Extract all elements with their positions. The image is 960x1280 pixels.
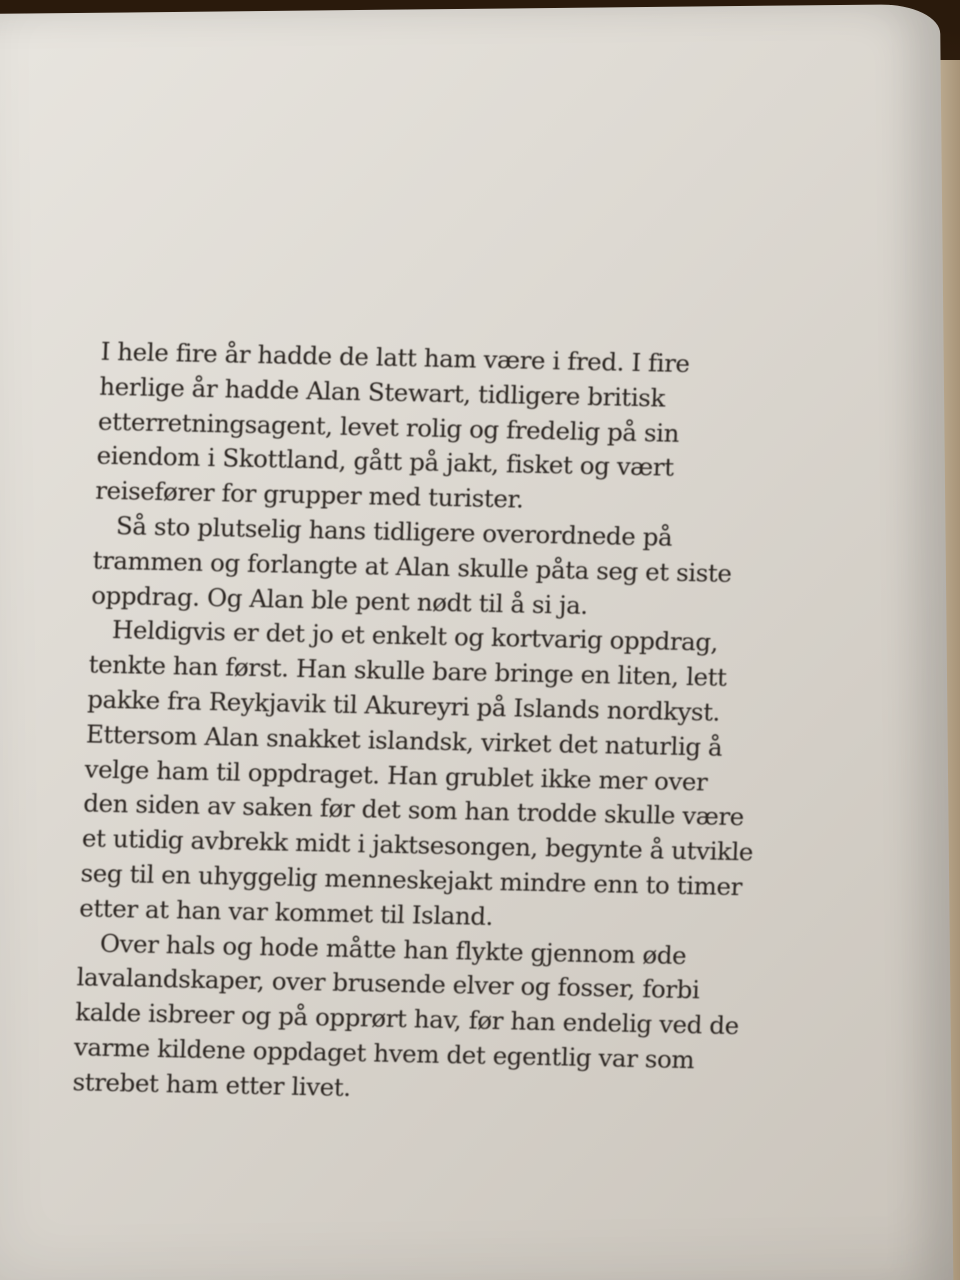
- text-line: den siden av saken før det som han trodde skulle være: [82, 788, 745, 832]
- text-line: pakke fra Reykjavik til Akureyri på Islands nordkyst.: [86, 684, 721, 727]
- text-line: et utidig avbrekk midt i jaktsesongen, begynte å utvikle: [81, 823, 754, 867]
- paragraph-2: [91, 509, 815, 628]
- text-line: herlige år hadde Alan Stewart, tidligere britisk: [98, 371, 666, 413]
- text-line: lavalandskaper, over brusende elver og fosser, forbi: [76, 962, 700, 1005]
- text-line: Ettersom Alan snakket islandsk, virket det naturlig å: [85, 719, 723, 762]
- text-line: seg til en uhyggelig menneskejakt mindre enn to timer: [80, 858, 743, 902]
- text-line: Så sto plutselig hans tidligere overordnede på: [115, 511, 673, 552]
- text-line: oppdrag. Og Alan ble pent nødt til å si ja.: [90, 580, 589, 620]
- text-line: velge ham til oppdraget. Han grublet ikke mer over: [84, 754, 708, 797]
- text-line: eiendom i Skottland, gått på jakt, fisket og vært: [96, 441, 675, 483]
- paragraph-1: [95, 335, 822, 524]
- text-line: Heldigvis er det jo et enkelt og kortvarig oppdrag,: [111, 615, 719, 658]
- text-line: kalde isbreer og på opprørt hav, før han endelig ved de: [74, 997, 740, 1041]
- book-page: [0, 4, 954, 1280]
- text-line: trammen og forlangte at Alan skulle påta seg et siste: [92, 545, 733, 588]
- paragraph-3: [79, 613, 811, 941]
- body-text: [72, 335, 821, 1115]
- text-line: strebet ham etter livet.: [72, 1067, 352, 1102]
- paragraph-4: [72, 926, 799, 1115]
- text-line: reisefører for grupper med turister.: [94, 475, 525, 514]
- text-line: Over hals og hode måtte han flykte gjennom øde: [99, 928, 687, 970]
- text-line: etterretningsagent, levet rolig og fredelig på sin: [97, 406, 680, 448]
- text-line: varme kildene oppdaget hvem det egentlig var som: [73, 1032, 695, 1075]
- text-line: tenkte han først. Han skulle bare bringe en liten, lett: [88, 649, 728, 693]
- text-line: etter at han var kommet til Island.: [78, 893, 494, 931]
- text-line: I hele fire år hadde de latt ham være i fred. I fire: [100, 336, 691, 379]
